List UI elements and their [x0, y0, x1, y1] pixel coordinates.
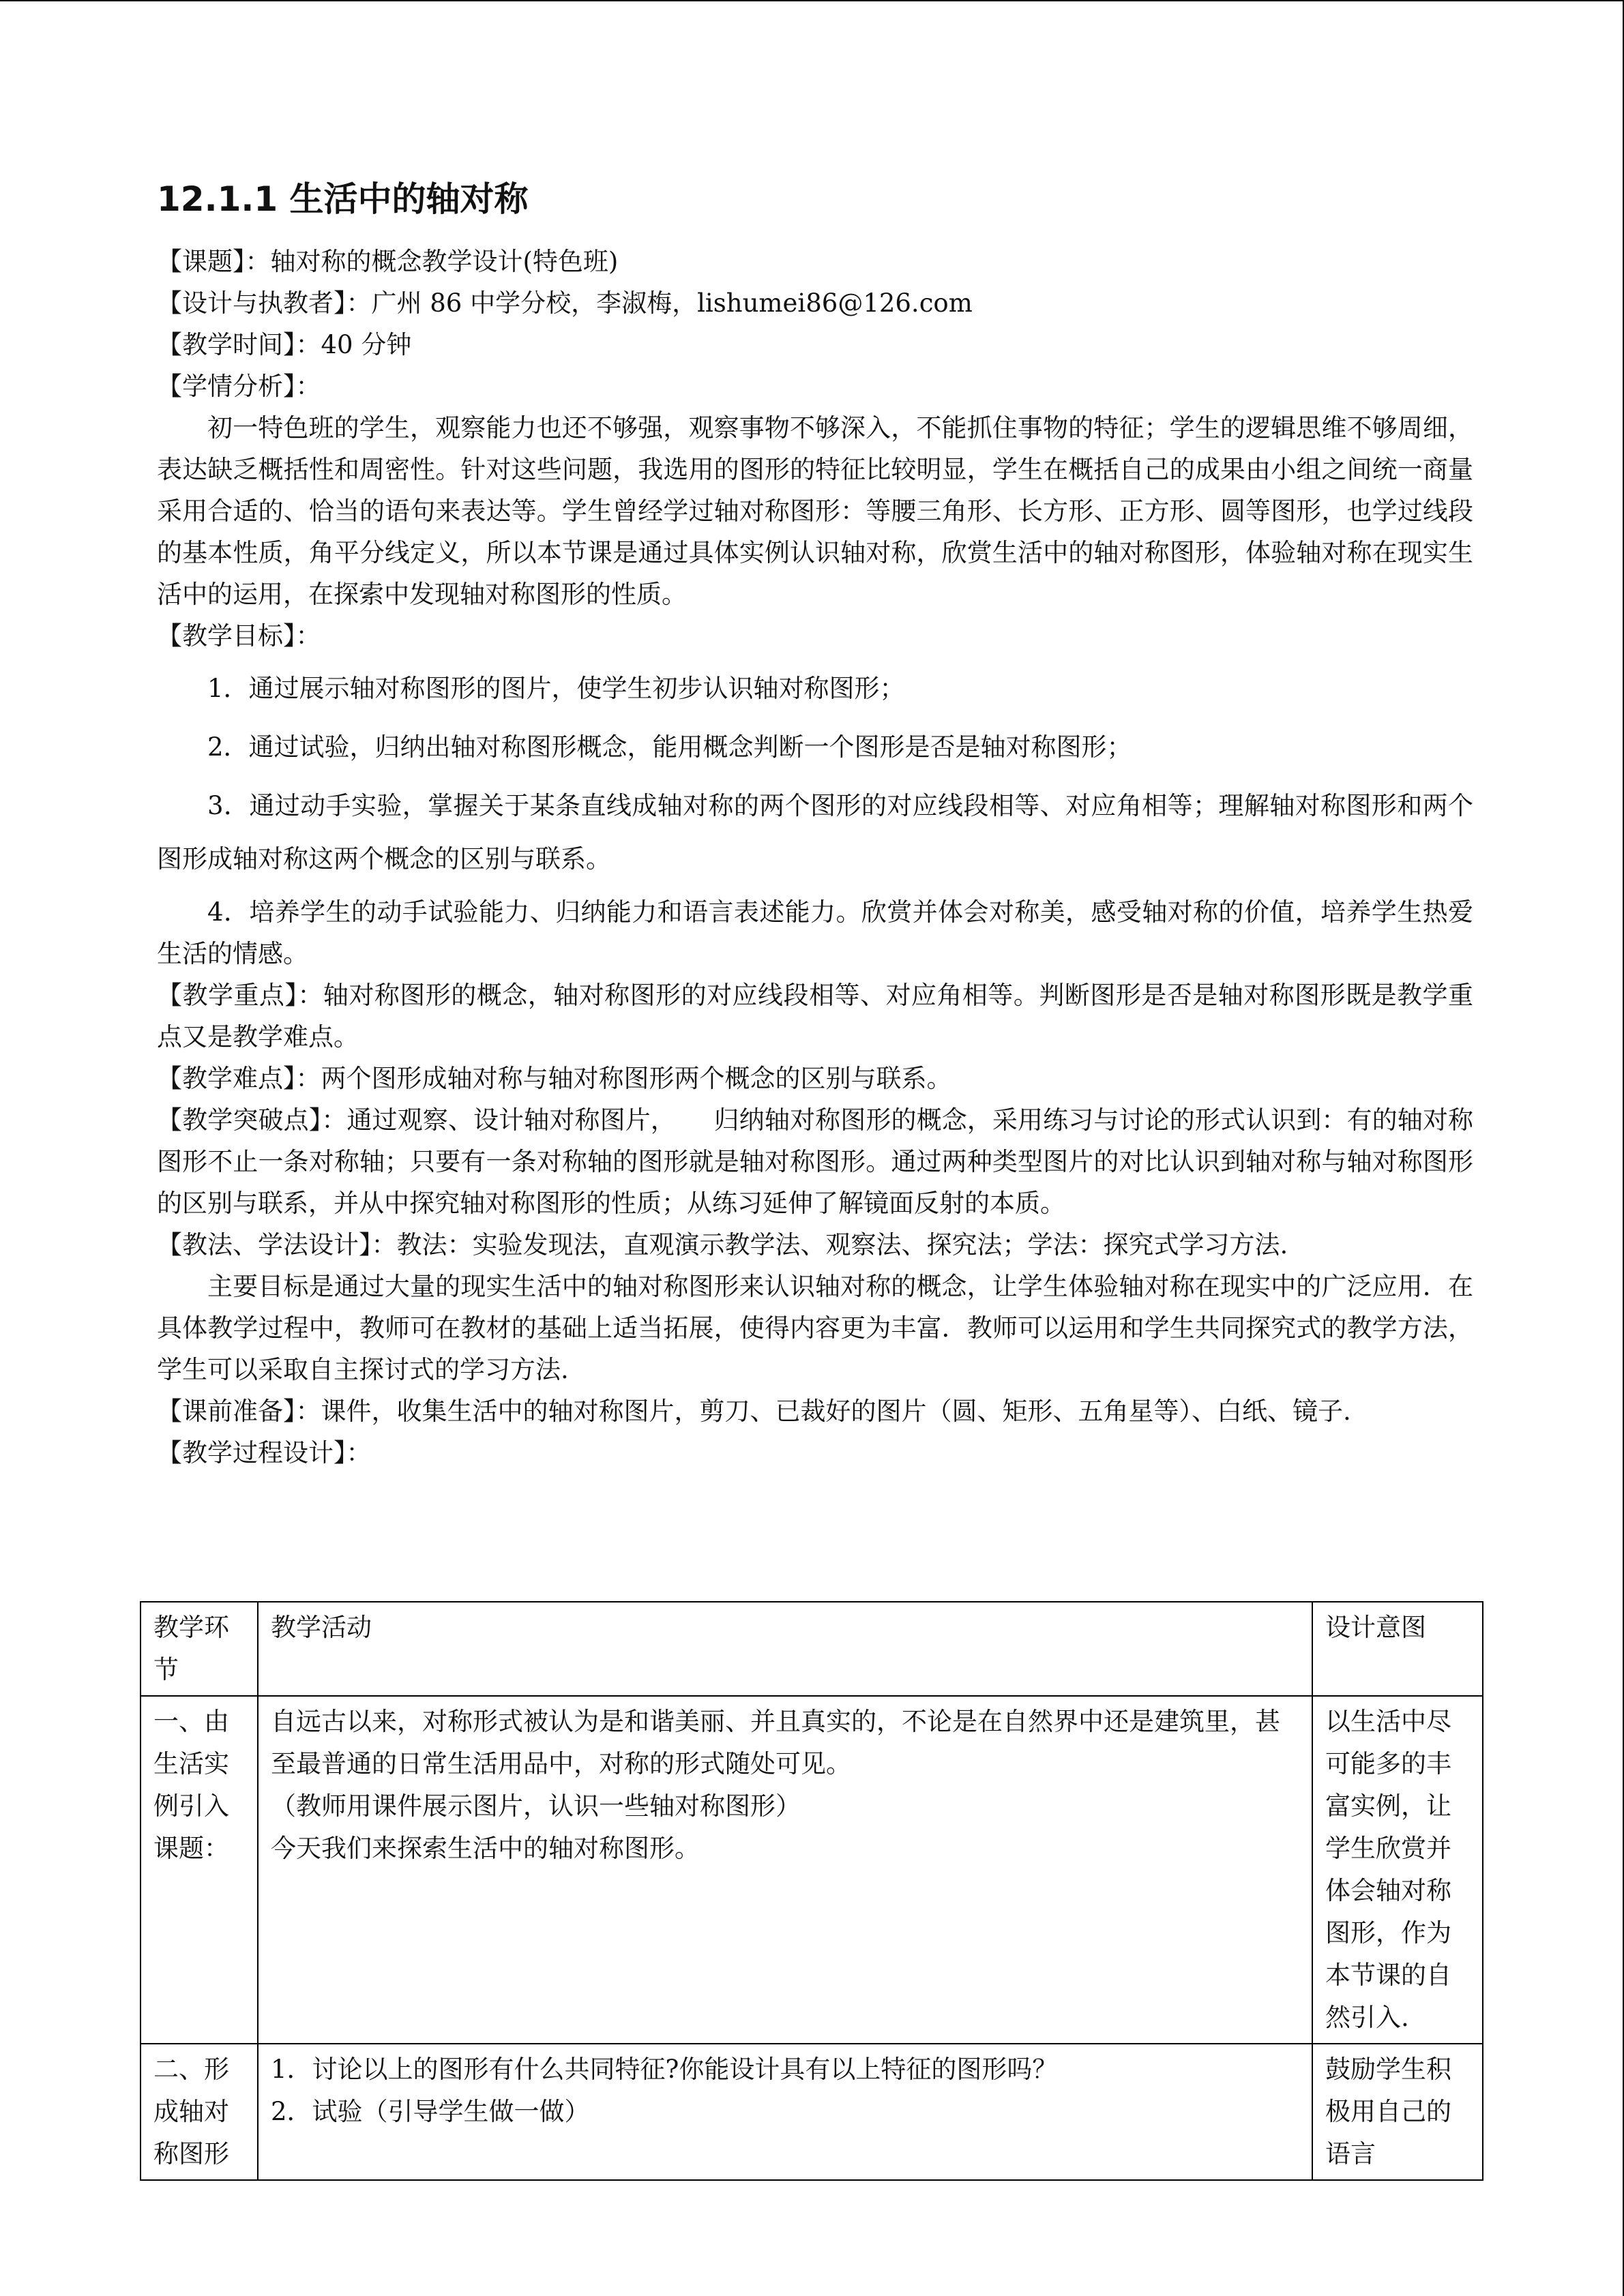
- activity-text: 1．讨论以上的图形有什么共同特征?你能设计具有以上特征的图形吗？: [271, 2055, 1058, 2084]
- breakthrough-label: 【教学突破点】: [157, 1105, 322, 1135]
- process-sep: ：: [346, 1438, 372, 1467]
- key-points: [157, 974, 1473, 1058]
- table-row: [141, 2044, 1483, 2180]
- analysis-text: 初一特色班的学生，观察能力也还不够强，观察事物不够深入，不能抓住事物的特征；学生的逻辑思维不够周细，表达缺乏概括性和周密性。针对这些问题，我选用的图形的特征比较明显，学生在概括自己的成果由小组之间统一商量采用合适的、恰当的语句来表达等。学生曾经学过轴对称图形：等腰三角形、长方形、正方形、圆等图形，也学过线段的基本性质，角平分线定义，所以本节课是通过具体实例认识轴对称，欣赏生活中的轴对称图形，体验轴对称在现实生活中的运用，在探索中发现轴对称图形的性质。: [157, 413, 1473, 609]
- row-stage: 一、由生活实例引入课题：: [141, 1696, 258, 2044]
- goals-sep: ：: [295, 621, 321, 651]
- topic-value: ：轴对称的概念教学设计(特色班): [245, 247, 619, 276]
- goals-heading: [157, 615, 1473, 657]
- goal-item: 2．通过试验，归纳出轴对称图形概念，能用概念判断一个图形是否是轴对称图形；: [207, 732, 1132, 762]
- methods-label: 【教法、学法设计】: [157, 1230, 372, 1259]
- designer-value: ：广州 86 中学分校，李淑梅，lishumei86@126.com: [346, 288, 973, 318]
- time-line: [157, 324, 1473, 366]
- analysis-label: 【学情分析】: [157, 372, 296, 401]
- preparation-text: ：课件，收集生活中的轴对称图片，剪刀、已裁好的图片（圆、矩形、五角星等）、白纸、镜子.: [295, 1397, 1351, 1426]
- process-table: [140, 1601, 1483, 2181]
- row-intent: 以生活中尽可能多的丰富实例，让学生欣赏并体会轴对称图形，作为本节课的自然引入.: [1312, 1696, 1483, 2044]
- analysis-sep: ：: [295, 372, 321, 401]
- table-header-row: [141, 1602, 1483, 1696]
- activity-text: （教师用课件展示图片，认识一些轴对称图形）: [271, 1791, 801, 1821]
- goals-label: 【教学目标】: [157, 621, 296, 651]
- process-heading: [157, 1432, 1473, 1474]
- goal-item: 1．通过展示轴对称图形的图片，使学生初步认识轴对称图形；: [207, 674, 905, 703]
- designer-label: 【设计与执教者】: [157, 288, 346, 318]
- header-stage: 教学环节: [141, 1602, 258, 1696]
- row-intent: 鼓励学生积极用自己的语言: [1312, 2044, 1483, 2180]
- breakthrough: [157, 1099, 1473, 1224]
- time-value: ：40 分钟: [295, 330, 412, 359]
- activity-text: 自远古以来，对称形式被认为是和谐美丽、并且真实的，不论是在自然界中还是建筑里，甚至最普通的日常生活用品中，对称的形式随处可见。: [271, 1707, 1280, 1778]
- page-title: 12.1.1 生活中的轴对称: [157, 179, 529, 219]
- header-intent: 设计意图: [1312, 1602, 1483, 1696]
- key-points-text: ：轴对称图形的概念，轴对称图形的对应线段相等、对应角相等。判断图形是否是轴对称图形既是教学重点又是教学难点。: [157, 981, 1474, 1052]
- methods-text: ：教法：实验发现法，直观演示教学法、观察法、探究法；学法：探究式学习方法.: [371, 1230, 1288, 1259]
- key-points-label: 【教学重点】: [157, 981, 298, 1010]
- preparation: [157, 1390, 1473, 1432]
- topic-label: 【课题】: [157, 247, 246, 276]
- difficulties: [157, 1058, 1473, 1099]
- activity-text: 今天我们来探索生活中的轴对称图形。: [271, 1834, 700, 1863]
- row-stage: 二、形成轴对称图形: [141, 2044, 258, 2180]
- preparation-label: 【课前准备】: [157, 1397, 296, 1426]
- methods-paragraph: 主要目标是通过大量的现实生活中的轴对称图形来认识轴对称的概念，让学生体验轴对称在现实中的广泛应用．在具体教学过程中，教师可在教材的基础上适当拓展，使得内容更为丰富．教师可以运用和学生共同探究式的教学方法，学生可以采取自主探讨式的学习方法.: [157, 1272, 1473, 1384]
- table-row: [141, 1696, 1483, 2044]
- goal-item: 3．通过动手实验，掌握关于某条直线成轴对称的两个图形的对应线段相等、对应角相等；理解轴对称图形和两个图形成轴对称这两个概念的区别与联系。: [157, 791, 1473, 874]
- difficulties-text: ：两个图形成轴对称与轴对称图形两个概念的区别与联系。: [295, 1064, 952, 1093]
- difficulties-label: 【教学难点】: [157, 1064, 296, 1093]
- goal-item: 4．培养学生的动手试验能力、归纳能力和语言表述能力。欣赏并体会对称美，感受轴对称的价值，培养学生热爱生活的情感。: [157, 897, 1473, 968]
- designer-line: [157, 282, 1473, 324]
- document-body: [157, 175, 1473, 1474]
- topic-line: [157, 241, 1473, 282]
- activity-text: 2．试验（引导学生做一做）: [271, 2097, 590, 2126]
- analysis-heading: [157, 366, 1473, 407]
- methods: [157, 1224, 1473, 1266]
- breakthrough-text: ：通过观察、设计轴对称图片， 归纳轴对称图形的概念，采用练习与讨论的形式认识到：有的轴对称图形不止一条对称轴；只要有一条对称轴的图形就是轴对称图形。通过两种类型图片的对比认识到轴对称与轴对称图形的区别与联系，并从中探究轴对称图形的性质；从练习延伸了解镜面反射的本质。: [157, 1105, 1474, 1218]
- time-label: 【教学时间】: [157, 330, 296, 359]
- process-label: 【教学过程设计】: [157, 1438, 346, 1467]
- header-activities: 教学活动: [258, 1602, 1312, 1696]
- row-activities: [258, 1696, 1312, 2044]
- row-activities: [258, 2044, 1312, 2180]
